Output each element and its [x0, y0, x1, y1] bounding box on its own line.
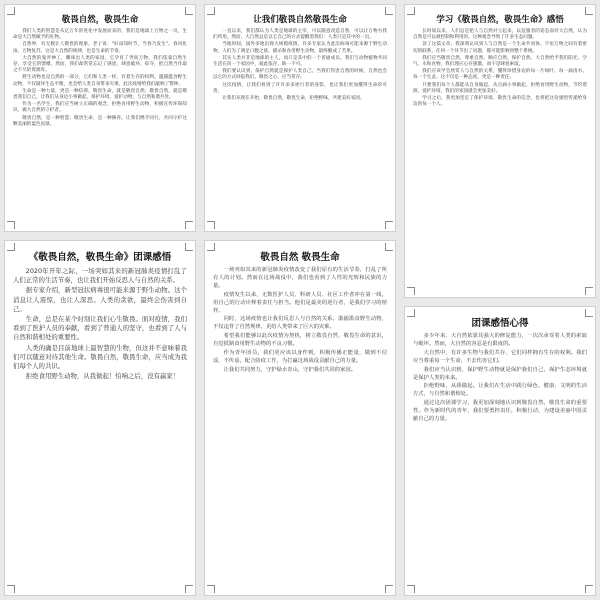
paragraph: 其实人类并非是地球的主人，而只是其中的一个普通成员。我们与动物植物共同生活在同一个家园中，彼此依存，缺一不可。 — [213, 55, 387, 68]
paragraph: 生命是一种力量，更是一种信仰。敬畏生命，就是敬畏自然；敬畏自然，就是敬畏我们自己。让我们从身边小事做起，保护环境，爱护动物，与自然和谐共处。 — [13, 88, 187, 101]
document-title: 团课感悟心得 — [471, 318, 529, 329]
paragraph: 我们要认识到，保护自然就是保护人类自己。当我们伤害自然的时候，自然也会以它的方式回报我们。敬畏之心，应当常存。 — [213, 69, 387, 81]
paragraph: 一场突如其来的新冠肺炎疫情改变了我们原有的生活节奏，打乱了所有人的计划。然而在这场战役中，我们也看到了人性的光辉和民族的力量。 — [213, 267, 387, 289]
page-corner-mark — [7, 7, 15, 15]
document-body — [213, 29, 387, 102]
paragraph: 读了这篇文章，我深刻认识到人与自然是一个生命共同体。宇宙万物之间有着密切的联系，任何一个环节出了问题，都可能影响到整个系统。 — [413, 42, 587, 54]
document-title: 敬畏自然，敬畏生命 — [61, 15, 139, 25]
page-corner-mark — [585, 7, 593, 15]
paragraph: 生命，总是在某个时刻让我们心生敬畏。面对疫情，我们看到了医护人员的奉献，看到了普通人的坚守，也看到了人与自然和谐相处的重要性。 — [13, 315, 187, 342]
document-card-4[interactable] — [4, 240, 196, 596]
page-corner-mark — [7, 585, 15, 593]
page-corner-mark — [207, 243, 215, 251]
paragraph: 大自然中，有许多生物与我们共存，它们同样拥有生存的权利。我们应当尊重每一个生命，不去伤害它们。 — [413, 349, 587, 364]
paragraph: 我们应当认识到，保护野生动物就是保护我们自己，保护生态环境就是保护人类的未来。 — [413, 366, 587, 381]
document-body — [13, 267, 187, 381]
document-card-5[interactable] — [204, 240, 396, 596]
paragraph: 疫情发生以来，无数医护人员、科研人员、社区工作者冲在第一线，用自己的行动诠释着责任与担当。他们是最美的逆行者，是我们学习的榜样。 — [213, 291, 387, 314]
paragraph: 野生动物也是自然的一部分，它们和人类一样，有着生存的权利。滥捕滥食野生动物，不仅破坏生态平衡，也会给人类自身带来灾难。此次疫情给我们敲响了警钟。 — [13, 75, 187, 87]
paragraph: 据专家介绍，新型冠状病毒很可能来源于野生动物。这个消息让人震惊，也让人深思。人类的贪欲，最终会伤害到自己。 — [13, 286, 187, 313]
paragraph: 长时间以来，人们总是把人与自然对立起来，以征服者的姿态面对大自然，认为自然是可以被控制和利用的。这种观念导致了许多生态问题。 — [413, 29, 587, 41]
page-corner-mark — [585, 287, 593, 295]
document-card-1[interactable] — [4, 4, 196, 232]
page-corner-mark — [207, 585, 215, 593]
paragraph: 我们人类的智慧是从亿万年的进化中发展而来的，我们是地球上万物之一员，生命是大自然赋予的礼物。 — [13, 29, 187, 41]
page-corner-mark — [185, 221, 193, 229]
page-corner-mark — [407, 585, 415, 593]
page-corner-mark — [385, 243, 393, 251]
paragraph: 学习之后，我更加坚定了保护环境、敬畏生命的信念，也将把这份感悟传递给身边的每一个人。 — [413, 96, 587, 108]
page-corner-mark — [185, 7, 193, 15]
document-card-6[interactable] — [404, 306, 596, 596]
paragraph: 让我们共同努力，守护绿水青山，守护我们共同的家园。 — [223, 366, 357, 373]
page-corner-mark — [585, 585, 593, 593]
page-corner-mark — [407, 7, 415, 15]
document-body — [413, 29, 587, 108]
paragraph: 作为一名学生，我们应当树立正确的观念，拒绝食用野生动物，积极宣传环保知识，做大自然的守护者。 — [13, 102, 187, 114]
document-body — [13, 29, 187, 128]
paragraph: 多少年来，大自然依靠其强大的修复能力，一次次承受着人类的索取与破坏。然而，大自然的容忍是有限度的。 — [413, 333, 587, 347]
paragraph: 这次疫情，让我们看到了许许多多逆行者的身影，也让我们更加懂得生命的可贵。 — [213, 82, 387, 94]
page-corner-mark — [7, 221, 15, 229]
page-corner-mark — [385, 7, 393, 15]
paragraph: 作为青年团员，我们更应该以身作则，积极传播正能量，做到不信谣、不传谣，配合防疫工作，为打赢这场战役贡献自己的力量。 — [213, 350, 387, 364]
paragraph: 2020年开年之际，一场突如其来的新冠肺炎疫情打乱了人们正常的生活节奏，也让我们开始反思人与自然的关系。 — [13, 267, 187, 285]
paragraph: 同时，这场疫情也让我们反思人与自然的关系。滥捕滥食野生动物，不仅违背了自然规律，更给人类带来了巨大的灾难。 — [213, 316, 387, 331]
paragraph: 希望我们能够以此次疫情为契机，树立敬畏自然、敬畏生命的意识，自觉抵制食用野生动物的不良习惯。 — [213, 333, 387, 348]
page-corner-mark — [385, 585, 393, 593]
paragraph: 拒绝食用野生动物，从我做起！怕响之后，没有赢家！ — [25, 372, 180, 381]
paragraph: 让我们从现在开始，敬畏自然，敬畏生命，拒绝野味，共建美好家园。 — [222, 96, 365, 102]
document-title: 敬畏自然 敬畏生命 — [260, 252, 340, 263]
paragraph: 人类的确是目前地球上最智慧的生物，但这并不意味着我们可以随意对待其他生命。敬畏自然，敬畏生命，应当成为我们每个人的共识。 — [13, 343, 187, 371]
paragraph: 我们应该学会欣赏人与自然的关系，懂得珍惜身边的每一片绿叶、每一滴清水、每一个生灵。这不仅是一种态度，更是一种责任。 — [413, 69, 587, 81]
document-card-2[interactable] — [204, 4, 396, 232]
page-corner-mark — [407, 309, 415, 317]
paragraph: 敬畏自然，是一种智慧；敬畏生命，是一种修养。让我们携手同行，共同守护这颗美丽的蓝色星球。 — [13, 115, 187, 127]
page-corner-mark — [207, 7, 215, 15]
page-corner-mark — [185, 585, 193, 593]
paragraph: 大自然的鬼斧神工，雕琢出人类的家园。它孕育了世间万物，我们依靠自然生存，享受它的馈赠。然而，我们却常常忘记了感恩，肆意破坏、掠夺，把自然当作取之不尽的资源库。 — [13, 55, 187, 74]
paragraph: 通过这次团课学习，我更加深刻地认识到敬畏自然、敬畏生命的重要性。作为新时代的青年，我们要勇担责任，积极行动，为建设美丽中国贡献自己的力量。 — [413, 400, 587, 423]
paragraph: 自然界，有无数让人敬畏的现象。老子说：“好雨知时节，当春乃发生”。春风化雨，万物复苏，这是大自然的规律，也是生命的节奏。 — [13, 42, 187, 54]
document-title: 让我们敬畏自然敬畏生命 — [253, 15, 347, 25]
paragraph: 一直以来，我们都认为人类是地球的主宰，可以随意改造自然，可以让万物为我们所用。然而，大自然总是以它自己的方式提醒着我们：人类只是其中的一员。 — [213, 29, 387, 41]
document-body — [413, 333, 587, 424]
paragraph: 我们应当敬畏自然、尊重自然、顺应自然、保护自然。大自然给予我们阳光、空气、水和食物，我们理应心存感激，而不是肆意索取。 — [413, 55, 587, 68]
document-card-3[interactable] — [404, 4, 596, 298]
page-corner-mark — [585, 309, 593, 317]
document-title: 学习《敬畏自然，敬畏生命》感悟 — [436, 15, 564, 25]
page-corner-mark — [407, 287, 415, 295]
page-corner-mark — [385, 221, 393, 229]
paragraph: 当地时间，国外多地出现大规模疫情，许多专家认为此次病毒可能来源于野生动物。人们为了满足口腹之欲，捕杀和食用野生动物，最终酿成了苦果。 — [213, 42, 387, 54]
paragraph: 拒绝野味，从我做起。让我们在生活中践行绿色、健康、文明的生活方式，与自然和谐相处。 — [413, 383, 587, 398]
document-title: 《敬畏自然，敬畏生命》团课感悟 — [28, 252, 172, 263]
document-body — [213, 267, 387, 375]
paragraph: 只要我们每个人都能从自身做起，从点滴小事做起，拒绝食用野生动物，节约资源，爱护环境，我们的家园就会更加美好。 — [413, 82, 587, 94]
page-corner-mark — [185, 243, 193, 251]
page-corner-mark — [7, 243, 15, 251]
page-corner-mark — [207, 221, 215, 229]
